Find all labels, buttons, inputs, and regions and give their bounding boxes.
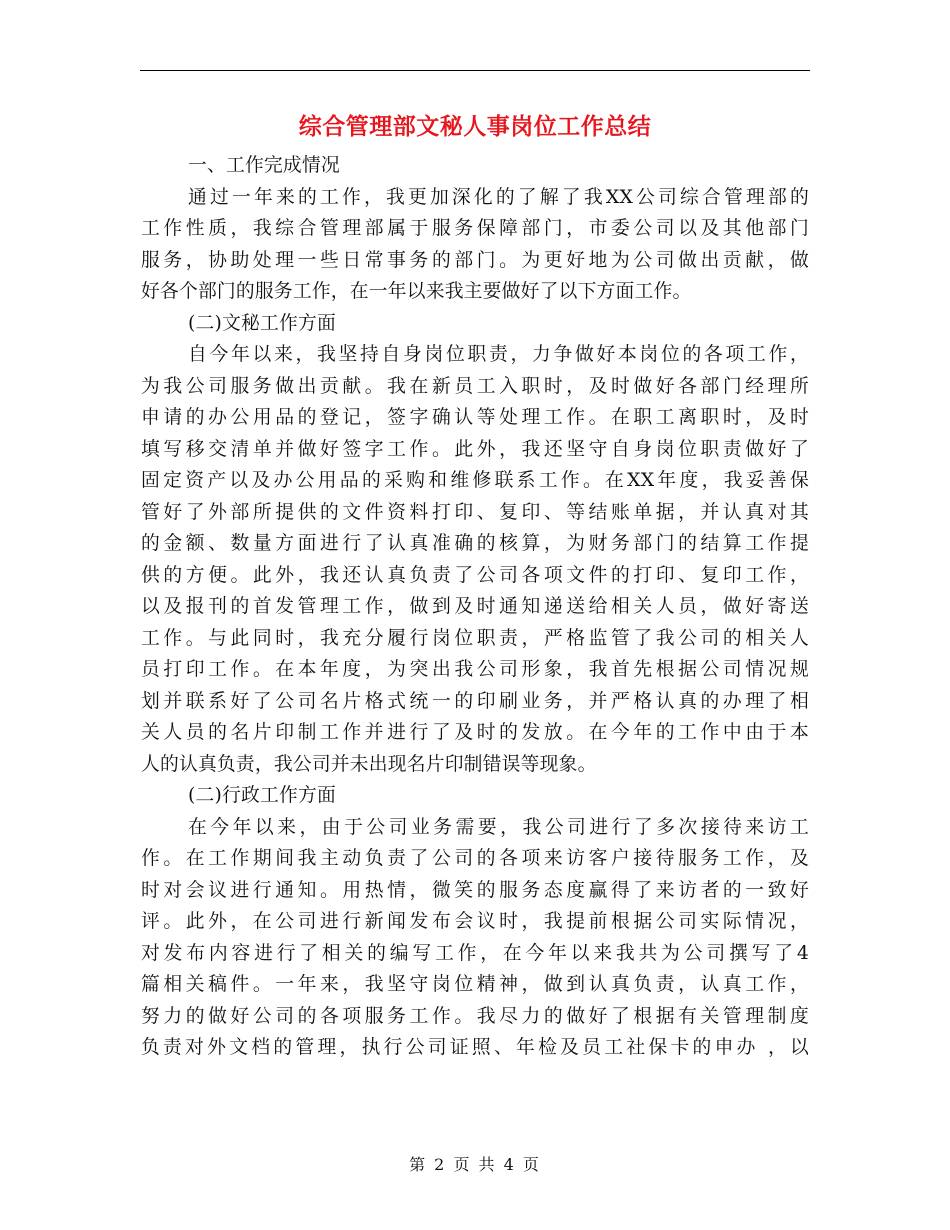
text-line: 服务，协助处理一些日常事务的部门。为更好地为公司做出贡献，做 [141,249,809,271]
text-line: 填写移交清单并做好签字工作。此外，我还坚守自身岗位职责做好了 [141,438,809,460]
document-title: 综合管理部文秘人事岗位工作总结 [298,114,652,140]
text-line: 篇相关稿件。一年来，我坚守岗位精神，做到认真负责，认真工作， [141,974,809,995]
text-line: 为我公司服务做出贡献。我在新员工入职时，及时做好各部门经理所 [141,375,809,397]
text-line: 以及报刊的首发管理工作，做到及时通知递送给相关人员，做好寄送 [141,596,809,617]
text-line: 工作。与此同时，我充分履行岗位职责，严格监管了我公司的相关人 [141,627,809,649]
text-line: 评。此外，在公司进行新闻发布会议时，我提前根据公司实际情况， [141,911,809,932]
text-line: 在今年以来，由于公司业务需要，我公司进行了多次接待来访工 [188,816,809,838]
text-line: (二)行政工作方面 [188,785,336,806]
text-line: 划并联系好了公司名片格式统一的印刷业务，并严格认真的办理了相 [141,690,809,712]
text-line: 申请的办公用品的登记，签字确认等处理工作。在职工离职时，及时 [141,407,809,428]
text-line: 的金额、数量方面进行了认真准确的核算，为财务部门的结算工作提 [141,533,809,554]
text-line: 通过一年来的工作，我更加深化的了解了我XX公司综合管理部的 [188,186,809,208]
text-line: 关人员的名片印制工作并进行了及时的发放。在今年的工作中由于本 [141,722,809,743]
text-line: 时对会议进行通知。用热情，微笑的服务态度赢得了来访者的一致好 [141,879,809,901]
text-line: 好各个部门的服务工作，在一年以来我主要做好了以下方面工作。 [141,281,692,302]
text-line: 人的认真负责，我公司并未出现名片印制错误等现象。 [141,753,597,775]
text-line: 负责对外文档的管理，执行公司证照、年检及员工社保卡的申办 ，以 [141,1037,809,1058]
text-line: 固定资产以及办公用品的采购和维修联系工作。在XX年度，我妥善保 [141,470,809,491]
text-line: 自今年以来，我坚持自身岗位职责，力争做好本岗位的各项工作， [188,344,809,365]
text-line: (二)文秘工作方面 [188,312,336,334]
text-line: 对发布内容进行了相关的编写工作，在今年以来我共为公司撰写了4 [141,942,809,964]
text-line: 工作性质，我综合管理部属于服务保障部门，市委公司以及其他部门 [141,218,809,239]
text-line: 作。在工作期间我主动负责了公司的各项来访客户接待服务工作，及 [141,848,809,869]
page-footer: 第 2 页 共 4 页 [409,1155,541,1174]
header-rule [140,70,810,71]
text-line: 员打印工作。在本年度，为突出我公司形象，我首先根据公司情况规 [141,659,809,680]
document-body [141,150,809,1064]
text-line: 供的方便。此外，我还认真负责了公司各项文件的打印、复印工作， [141,564,809,586]
text-line: 一、工作完成情况 [188,155,340,176]
text-line: 努力的做好公司的各项服务工作。我尽力的做好了根据有关管理制度 [141,1005,809,1027]
text-line: 管好了外部所提供的文件资料打印、复印、等结账单据，并认真对其 [141,501,809,523]
